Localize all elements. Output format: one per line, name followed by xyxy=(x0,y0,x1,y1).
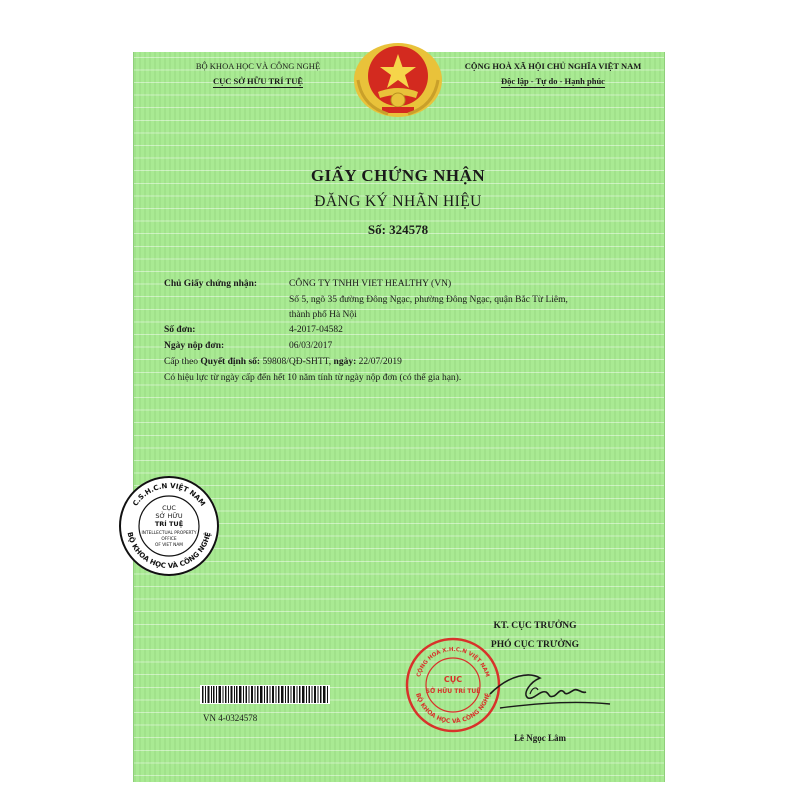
decision-label: Quyết định số: xyxy=(200,357,261,367)
seal-left-bottom-text: BỘ KHOA HỌC VÀ CÔNG NGHỆ xyxy=(125,531,213,571)
seal-left-line2: SỞ HỮU xyxy=(155,512,183,520)
decision-prefix: Cấp theo xyxy=(164,357,199,367)
seal-red-line2: SỞ HỮU TRÍ TUỆ xyxy=(425,688,481,695)
filing-date-label: Ngày nộp đơn: xyxy=(164,341,225,351)
certificate-number: Số: 324578 xyxy=(367,222,429,237)
certificate-subtitle: ĐĂNG KÝ NHÃN HIỆU xyxy=(314,193,482,210)
decision-line xyxy=(164,357,402,367)
seal-left-top-text: C.S.H.C.N VIỆT NAM xyxy=(131,481,207,508)
owner-address-line1: Số 5, ngõ 35 đường Đông Ngạc, phường Đông Ngạc, quận Bắc Từ Liêm, xyxy=(289,295,568,305)
seal-left-line5: OFFICE xyxy=(161,537,177,542)
header-office xyxy=(178,76,338,86)
seal-left-line1: CỤC xyxy=(162,504,176,512)
signatory-name: Lê Ngọc Lâm xyxy=(514,733,566,743)
signature-title1: KT. CỤC TRƯỞNG xyxy=(493,621,577,631)
seal-red-top-text: CỘNG HOÀ X.H.C.N VIỆT NAM xyxy=(416,646,491,678)
barcode-text: VN 4-0324578 xyxy=(203,713,258,723)
application-number-label: Số đơn: xyxy=(164,325,196,335)
seal-left-line4: INTELLECTUAL PROPERTY xyxy=(141,531,197,536)
owner-name: CÔNG TY TNHH VIET HEALTHY (VN) xyxy=(289,279,452,289)
decision-date: 22/07/2019 xyxy=(358,357,402,367)
ip-office-seal xyxy=(117,474,221,578)
filing-date: 06/03/2017 xyxy=(289,341,333,351)
national-emblem-icon xyxy=(352,40,444,118)
decision-date-label: ngày: xyxy=(333,357,357,367)
decision-number: 59808/QĐ-SHTT, xyxy=(262,357,332,367)
header-office-text: CỤC SỞ HỮU TRÍ TUỆ xyxy=(212,76,304,86)
header-motto-text: Độc lập - Tự do - Hạnh phúc xyxy=(501,76,605,86)
handwritten-signature-icon xyxy=(470,664,620,724)
owner-address-line2: thành phố Hà Nội xyxy=(289,310,357,320)
application-number: 4-2017-04582 xyxy=(289,325,343,335)
header-ministry: BỘ KHOA HỌC VÀ CÔNG NGHỆ xyxy=(195,61,321,71)
barcode-icon xyxy=(200,685,330,704)
header-motto xyxy=(446,76,660,86)
header-republic: CỘNG HOÀ XÃ HỘI CHỦ NGHĨA VIỆT NAM xyxy=(464,61,642,71)
seal-red-bottom-text: BỘ KHOA HỌC VÀ CÔNG NGHỆ xyxy=(414,692,492,726)
seal-red-line1: CỤC xyxy=(443,675,463,684)
seal-left-line6: OF VIET NAM xyxy=(155,543,183,548)
validity-statement: Có hiệu lực từ ngày cấp đến hết 10 năm tính từ ngày nộp đơn (có thể gia hạn). xyxy=(164,373,462,383)
seal-left-line3: TRÍ TUỆ xyxy=(154,520,184,528)
certificate-title: GIẤY CHỨNG NHẬN xyxy=(310,166,486,185)
owner-label: Chủ Giấy chứng nhận: xyxy=(164,279,258,289)
signature-title2: PHÓ CỤC TRƯỞNG xyxy=(490,640,580,650)
